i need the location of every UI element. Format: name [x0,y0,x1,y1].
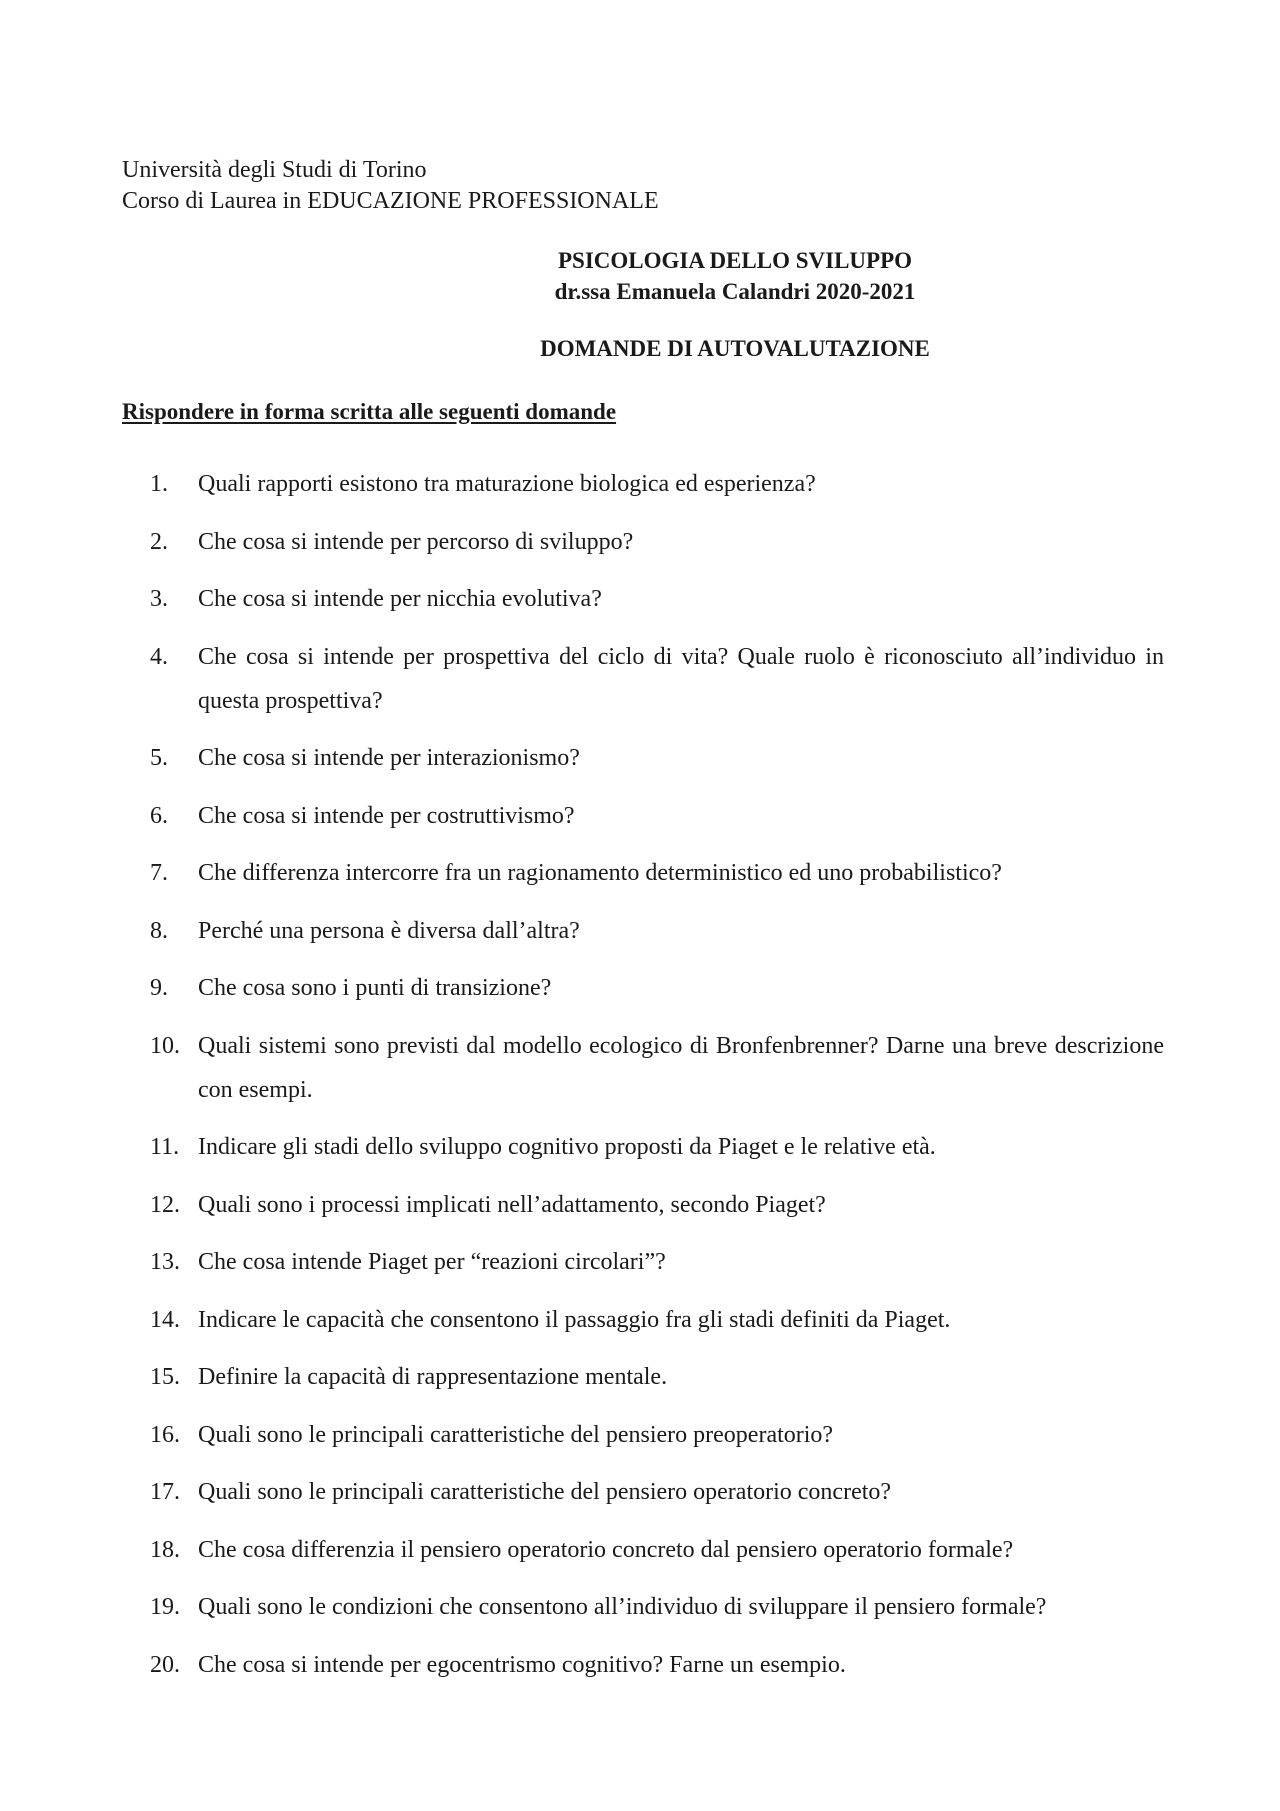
question-item [150,520,1164,564]
question-text: Che cosa si intende per costruttivismo? [198,802,575,829]
question-text: Che cosa si intende per nicchia evolutiva? [198,586,602,612]
degree-course: Corso di Laurea in EDUCAZIONE PROFESSIONALE [122,188,659,214]
question-item [150,577,1164,621]
question-text: Quali sono i processi implicati nell’adattamento, secondo Piaget? [198,1191,826,1218]
question-text: Che cosa differenzia il pensiero operatorio concreto dal pensiero operatorio formale? [198,1536,1014,1563]
question-item [150,1528,1164,1572]
question-text: Quali sistemi sono previsti dal modello ecologico di Bronfenbrenner? Darne una breve descrizione con esempi. [198,1032,1164,1103]
question-number: 8. [150,917,168,944]
question-number: 10. [150,1032,180,1059]
question-number: 15. [150,1364,180,1390]
question-item [150,1298,1164,1342]
course-title: PSICOLOGIA DELLO SVILUPPO [557,248,913,273]
question-text: Che cosa si intende per prospettiva del ciclo di vita? Quale ruolo è riconosciuto all’individuo in questa prospettiva? [198,643,1164,714]
question-item [150,966,1164,1010]
question-number: 12. [150,1191,180,1218]
question-item [150,1355,1164,1399]
instruction-heading: Rispondere in forma scritta alle seguenti domande [122,399,617,424]
question-text: Indicare gli stadi dello sviluppo cognitivo proposti da Piaget e le relative età. [198,1134,936,1160]
question-item [150,794,1164,838]
question-item [150,635,1164,723]
question-text: Che cosa si intende per interazionismo? [198,745,580,771]
question-number: 17. [150,1479,180,1505]
question-item [150,909,1164,953]
question-number: 20. [150,1651,180,1678]
question-item [150,1413,1164,1457]
question-text: Quali sono le condizioni che consentono all’individuo di sviluppare il pensiero formale? [198,1594,1047,1620]
question-item [150,462,1164,506]
question-text: Quali rapporti esistono tra maturazione biologica ed esperienza? [198,471,816,497]
university-name: Università degli Studi di Torino [122,157,427,183]
question-text: Che cosa sono i punti di transizione? [198,975,552,1001]
question-list [150,462,1164,1700]
question-number: 13. [150,1249,180,1275]
course-title-block [0,245,1280,307]
question-number: 1. [150,471,168,497]
question-number: 16. [150,1421,180,1448]
question-item [150,1585,1164,1629]
document-header [122,155,659,217]
question-text: Perché una persona è diversa dall’altra? [198,917,580,944]
question-number: 5. [150,745,168,771]
question-number: 9. [150,975,168,1001]
section-title-text: DOMANDE DI AUTOVALUTAZIONE [540,336,930,361]
question-number: 3. [150,586,168,612]
question-number: 2. [150,528,168,555]
question-number: 14. [150,1306,180,1333]
question-text: Che cosa intende Piaget per “reazioni circolari”? [198,1249,666,1275]
question-text: Indicare le capacità che consentono il passaggio fra gli stadi definiti da Piaget. [198,1306,951,1333]
question-number: 19. [150,1594,180,1620]
teacher-line: dr.ssa Emanuela Calandri 2020-2021 [554,279,916,304]
question-text: Definire la capacità di rappresentazione mentale. [198,1364,668,1390]
question-text: Che cosa si intende per percorso di sviluppo? [198,528,634,555]
question-item [150,1643,1164,1687]
question-number: 11. [150,1134,180,1160]
question-number: 4. [150,643,168,670]
question-item [150,1183,1164,1227]
question-item [150,1470,1164,1514]
question-text: Quali sono le principali caratteristiche del pensiero operatorio concreto? [198,1479,892,1505]
question-number: 18. [150,1536,180,1563]
question-text: Quali sono le principali caratteristiche del pensiero preoperatorio? [198,1421,834,1448]
question-number: 6. [150,802,168,829]
question-item [150,736,1164,780]
question-text: Che cosa si intende per egocentrismo cognitivo? Farne un esempio. [198,1651,846,1678]
question-text: Che differenza intercorre fra un ragionamento deterministico ed uno probabilistico? [198,860,1002,886]
question-item [150,1024,1164,1112]
question-item [150,1240,1164,1284]
question-item [150,1125,1164,1169]
section-title [0,333,1280,364]
question-item [150,851,1164,895]
question-number: 7. [150,860,168,886]
